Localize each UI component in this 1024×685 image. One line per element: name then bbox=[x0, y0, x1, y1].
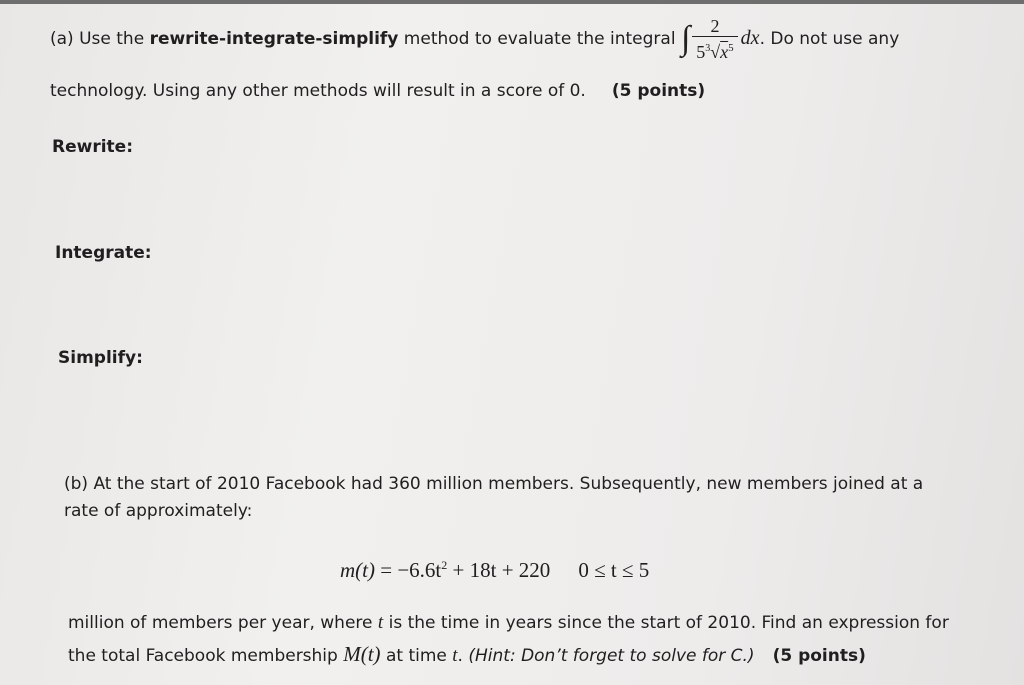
variable-t-2: t bbox=[452, 645, 458, 666]
part-a-middle: method to evaluate the integral bbox=[398, 29, 681, 49]
part-b-line-3 bbox=[68, 612, 949, 634]
part-b-line-3-post: is the time in years since the start of 2010. Find an expression for bbox=[383, 613, 949, 633]
top-edge bbox=[0, 0, 1024, 4]
part-a-prefix: (a) Use the bbox=[50, 29, 150, 49]
hint-text: (Hint: Don’t forget to solve for C.) bbox=[468, 646, 755, 666]
integrand-denominator bbox=[692, 36, 737, 63]
equation-exponent: 2 bbox=[441, 558, 448, 572]
equation-domain: 0 ≤ t ≤ 5 bbox=[578, 558, 650, 582]
simplify-label: Simplify: bbox=[58, 348, 143, 368]
rate-equation bbox=[340, 552, 649, 583]
part-b-line-2: rate of approximately: bbox=[64, 501, 253, 521]
part-b-line-4-mid: at time bbox=[380, 646, 453, 666]
part-a-line-2-text: technology. Using any other methods will result in a score of 0. bbox=[50, 81, 586, 101]
equation-rhs-part-1: = −6.6t bbox=[375, 558, 442, 582]
part-b-line-3-pre: million of members per year, where bbox=[68, 613, 378, 633]
part-b-points: (5 points) bbox=[772, 646, 866, 666]
integrate-label: Integrate: bbox=[55, 243, 152, 263]
integral-symbol: ∫ bbox=[680, 20, 691, 57]
equation-lhs: m(t) bbox=[340, 558, 375, 582]
denominator-coefficient: 5 bbox=[696, 41, 706, 62]
differential: dx bbox=[740, 27, 760, 49]
radicand-exponent: 5 bbox=[728, 41, 734, 54]
part-a-line-2 bbox=[50, 80, 705, 102]
part-b-line-1: (b) At the start of 2010 Facebook had 360 million members. Subsequently, new members joined at a bbox=[64, 474, 924, 494]
part-b-line-4-dot: . bbox=[457, 646, 469, 666]
equation-rhs-part-2: + 18t + 220 bbox=[447, 558, 551, 582]
integrand-fraction bbox=[692, 16, 737, 63]
part-a-after-integral: . Do not use any bbox=[759, 29, 900, 49]
integrand-numerator: 2 bbox=[710, 15, 720, 36]
variable-t: t bbox=[377, 612, 384, 633]
part-b-line-4-pre: the total Facebook membership bbox=[68, 646, 344, 666]
part-a-line-1 bbox=[50, 8, 899, 68]
part-a-points: (5 points) bbox=[611, 81, 706, 101]
method-name: rewrite-integrate-simplify bbox=[149, 29, 399, 49]
radicand-variable: x bbox=[720, 41, 729, 62]
rewrite-label: Rewrite: bbox=[52, 137, 133, 157]
part-b-line-4 bbox=[68, 641, 866, 669]
radical-sign: √ bbox=[710, 41, 721, 62]
root-index: 3 bbox=[705, 42, 711, 54]
function-M-of-t: M(t) bbox=[343, 642, 381, 666]
